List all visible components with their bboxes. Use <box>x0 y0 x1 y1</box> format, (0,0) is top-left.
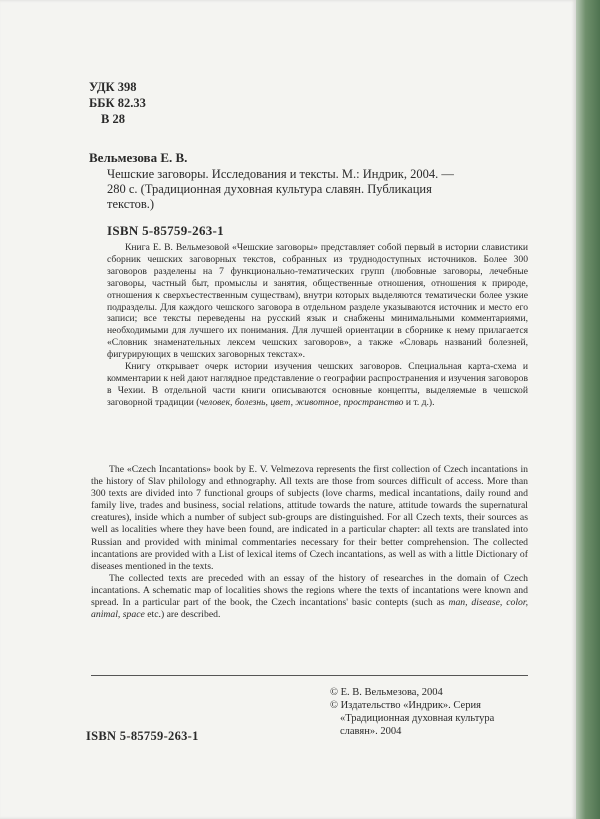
bbk-code: ББК 82.33 <box>89 96 146 110</box>
bibliography-line: Чешские заговоры. Исследования и тексты. М.: Индрик, 2004. — <box>107 167 454 181</box>
russian-abstract-paragraph-1: Книга Е. В. Вельмезовой «Чешские заговоры» представляет собой первый в истории славистики сборник чешских заговорных текстов, собранных из труднодоступных источников. Более 300 заговоров разделены на 7 функционально-тематических групп (любовные заговоры, лечебные заговоры, частный быт, промыслы и занятия, общественные отношения, отношения к природе, отношения к сверхъестественным существам), внутри которых выделяются тематически более узкие подразделы. Для каждого чешского заговора в отдельном разделе указываются источник и место его записи; все тексты переведены на русский язык и снабжены минимальными комментариями, необходимыми для лучшего их понимания. Для лучшей ориентации в сборнике к нему прилагается «Словник знаменательных лексем чешских заговоров», а также «Словарь названий болезней, фигурирующих в чешских заговорных текстах». <box>107 242 528 361</box>
english-concepts: man, disease, color, animal, space <box>91 597 528 621</box>
bibliography-line: текстов.) <box>107 197 155 211</box>
copyright-line: © Издательство «Индрик». Серия <box>330 700 481 711</box>
bibliography-line: 280 с. (Традиционная духовная культура славян. Публикация <box>107 182 432 196</box>
english-abstract-p2-start: The collected texts are preceded with an essay of the history of researches in the domain of Czech incantations. A schematic map of localities shows the regions where the texts of incantations were known and spread. In a particular part of the book, the Czech incantations' basic contepts (such as <box>91 572 528 609</box>
russian-abstract-p2-end: и т. д.). <box>403 396 435 408</box>
english-abstract-paragraph-1: The «Czech Incantations» book by E. V. Velmezova represents the first collection of Czech incantations in the history of Slav philology and ethnography. All texts are those from sources difficult of access. More than 300 texts are divided into 7 functional groups of subjects (love charms, medical incantations, daily round and family live, trades and business, social relations, attitude towards the nature, attitude towards the supernatural creatures), inside which a number of subject sub-groups are distinguished. For all Czech texts, their sources as well as localities where they have been found, are indicated in a particular chapter: all texts are translated into Russian and provided with minimal commentaries necessary for their better comprehension. The collected incantations are provided with a List of lexical items of Czech incantations, as well as with a little Dictionary of diseases mentioned in the texts. <box>91 464 528 572</box>
copyright-line: «Традиционная духовная культура <box>340 713 495 724</box>
divider-line <box>91 675 528 676</box>
bibliographic-description <box>107 167 527 212</box>
copyright-block <box>330 686 530 738</box>
english-abstract <box>91 464 528 621</box>
english-abstract-paragraph-2 <box>91 573 528 621</box>
copyright-line: славян». 2004 <box>340 726 402 737</box>
russian-abstract <box>107 242 528 409</box>
udk-code: УДК 398 <box>89 80 137 94</box>
russian-abstract-p2-start: Книгу открывает очерк истории изучения чешских заговоров. Специальная карта-схема и комментарии к ней дают наглядное представление о географии распространения и изучения заговоров в Чехии. В отдельной части книги описываются основные концепты, выделяемые в чешской заговорной традиции ( <box>107 361 528 408</box>
author-code: В 28 <box>101 112 125 126</box>
isbn-top: ISBN 5-85759-263-1 <box>107 223 224 238</box>
book-cover-edge <box>576 0 600 819</box>
russian-abstract-paragraph-2 <box>107 361 528 409</box>
copyright-line: © Е. В. Вельмезова, 2004 <box>330 687 443 698</box>
author-name: Вельмезова Е. В. <box>89 150 188 165</box>
classification-codes <box>89 79 146 127</box>
english-abstract-p2-end: etc.) are described. <box>144 609 221 621</box>
russian-concepts: человек, болезнь, цвет, животное, пространство <box>199 396 404 408</box>
isbn-bottom: ISBN 5-85759-263-1 <box>86 729 199 743</box>
